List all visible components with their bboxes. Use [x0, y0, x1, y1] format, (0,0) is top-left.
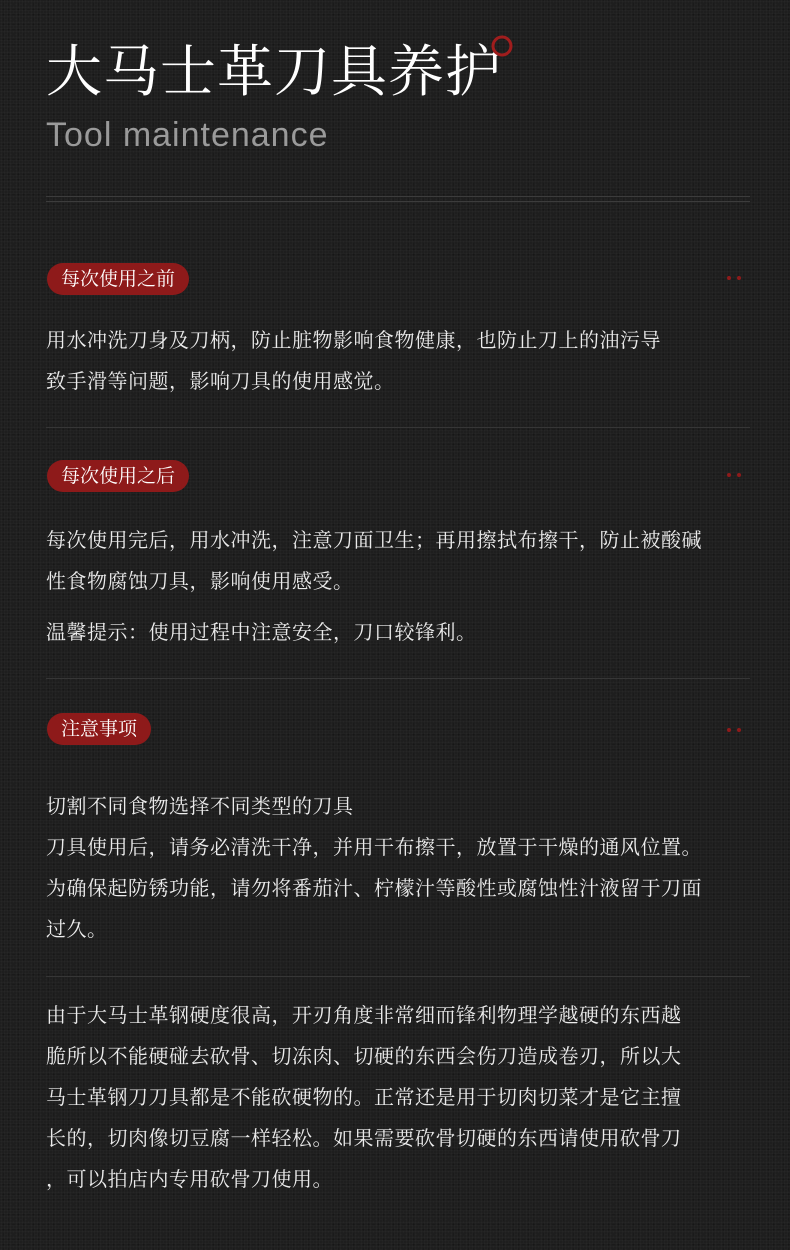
text-line: 长的，切肉像切豆腐一样轻松。如果需要砍骨切硬的东西请使用砍骨刀 — [46, 1126, 682, 1150]
text-line: 脆所以不能硬碰去砍骨、切冻肉、切硬的东西会伤刀造成卷刃，所以大 — [46, 1044, 682, 1068]
section-badge-notes: 注意事项 — [47, 713, 151, 745]
text-line: 过久。 — [46, 917, 108, 941]
closing-text — [46, 995, 752, 1200]
section-text-before-use — [46, 320, 752, 402]
page-subtitle: Tool maintenance — [46, 116, 329, 154]
section-divider — [46, 678, 750, 679]
section-badge-before-use: 每次使用之前 — [47, 263, 189, 295]
text-line: 性食物腐蚀刀具，影响使用感受。 — [46, 569, 354, 593]
text-line: 马士革钢刀刀具都是不能砍硬物的。正常还是用于切肉切菜才是它主擅 — [46, 1085, 682, 1109]
red-circle-mark-icon — [488, 32, 516, 60]
text-line: ，可以拍店内专用砍骨刀使用。 — [46, 1167, 333, 1191]
header-divider — [46, 196, 750, 202]
safety-tip — [46, 612, 752, 653]
page-title: 大马士革刀具养护 — [46, 40, 502, 105]
section-dots-icon — [727, 276, 747, 282]
text-line: 致手滑等问题，影响刀具的使用感觉。 — [46, 369, 395, 393]
section-text-notes — [46, 786, 752, 950]
text-line: 切割不同食物选择不同类型的刀具 — [46, 794, 354, 818]
section-divider — [46, 976, 750, 977]
section-badge-after-use: 每次使用之后 — [47, 460, 189, 492]
text-line: 温馨提示：使用过程中注意安全，刀口较锋利。 — [46, 620, 477, 644]
section-divider — [46, 427, 750, 428]
section-dots-icon — [727, 473, 747, 479]
text-line: 由于大马士革钢硬度很高，开刃角度非常细而锋利物理学越硬的东西越 — [46, 1003, 682, 1027]
section-text-after-use — [46, 520, 752, 602]
text-line: 为确保起防锈功能，请勿将番茄汁、柠檬汁等酸性或腐蚀性汁液留于刀面 — [46, 876, 702, 900]
text-line: 每次使用完后，用水冲洗，注意刀面卫生；再用擦拭布擦干，防止被酸碱 — [46, 528, 702, 552]
text-line: 刀具使用后，请务必清洗干净，并用干布擦干，放置于干燥的通风位置。 — [46, 835, 702, 859]
text-line: 用水冲洗刀身及刀柄，防止脏物影响食物健康，也防止刀上的油污导 — [46, 328, 661, 352]
section-dots-icon — [727, 728, 747, 734]
